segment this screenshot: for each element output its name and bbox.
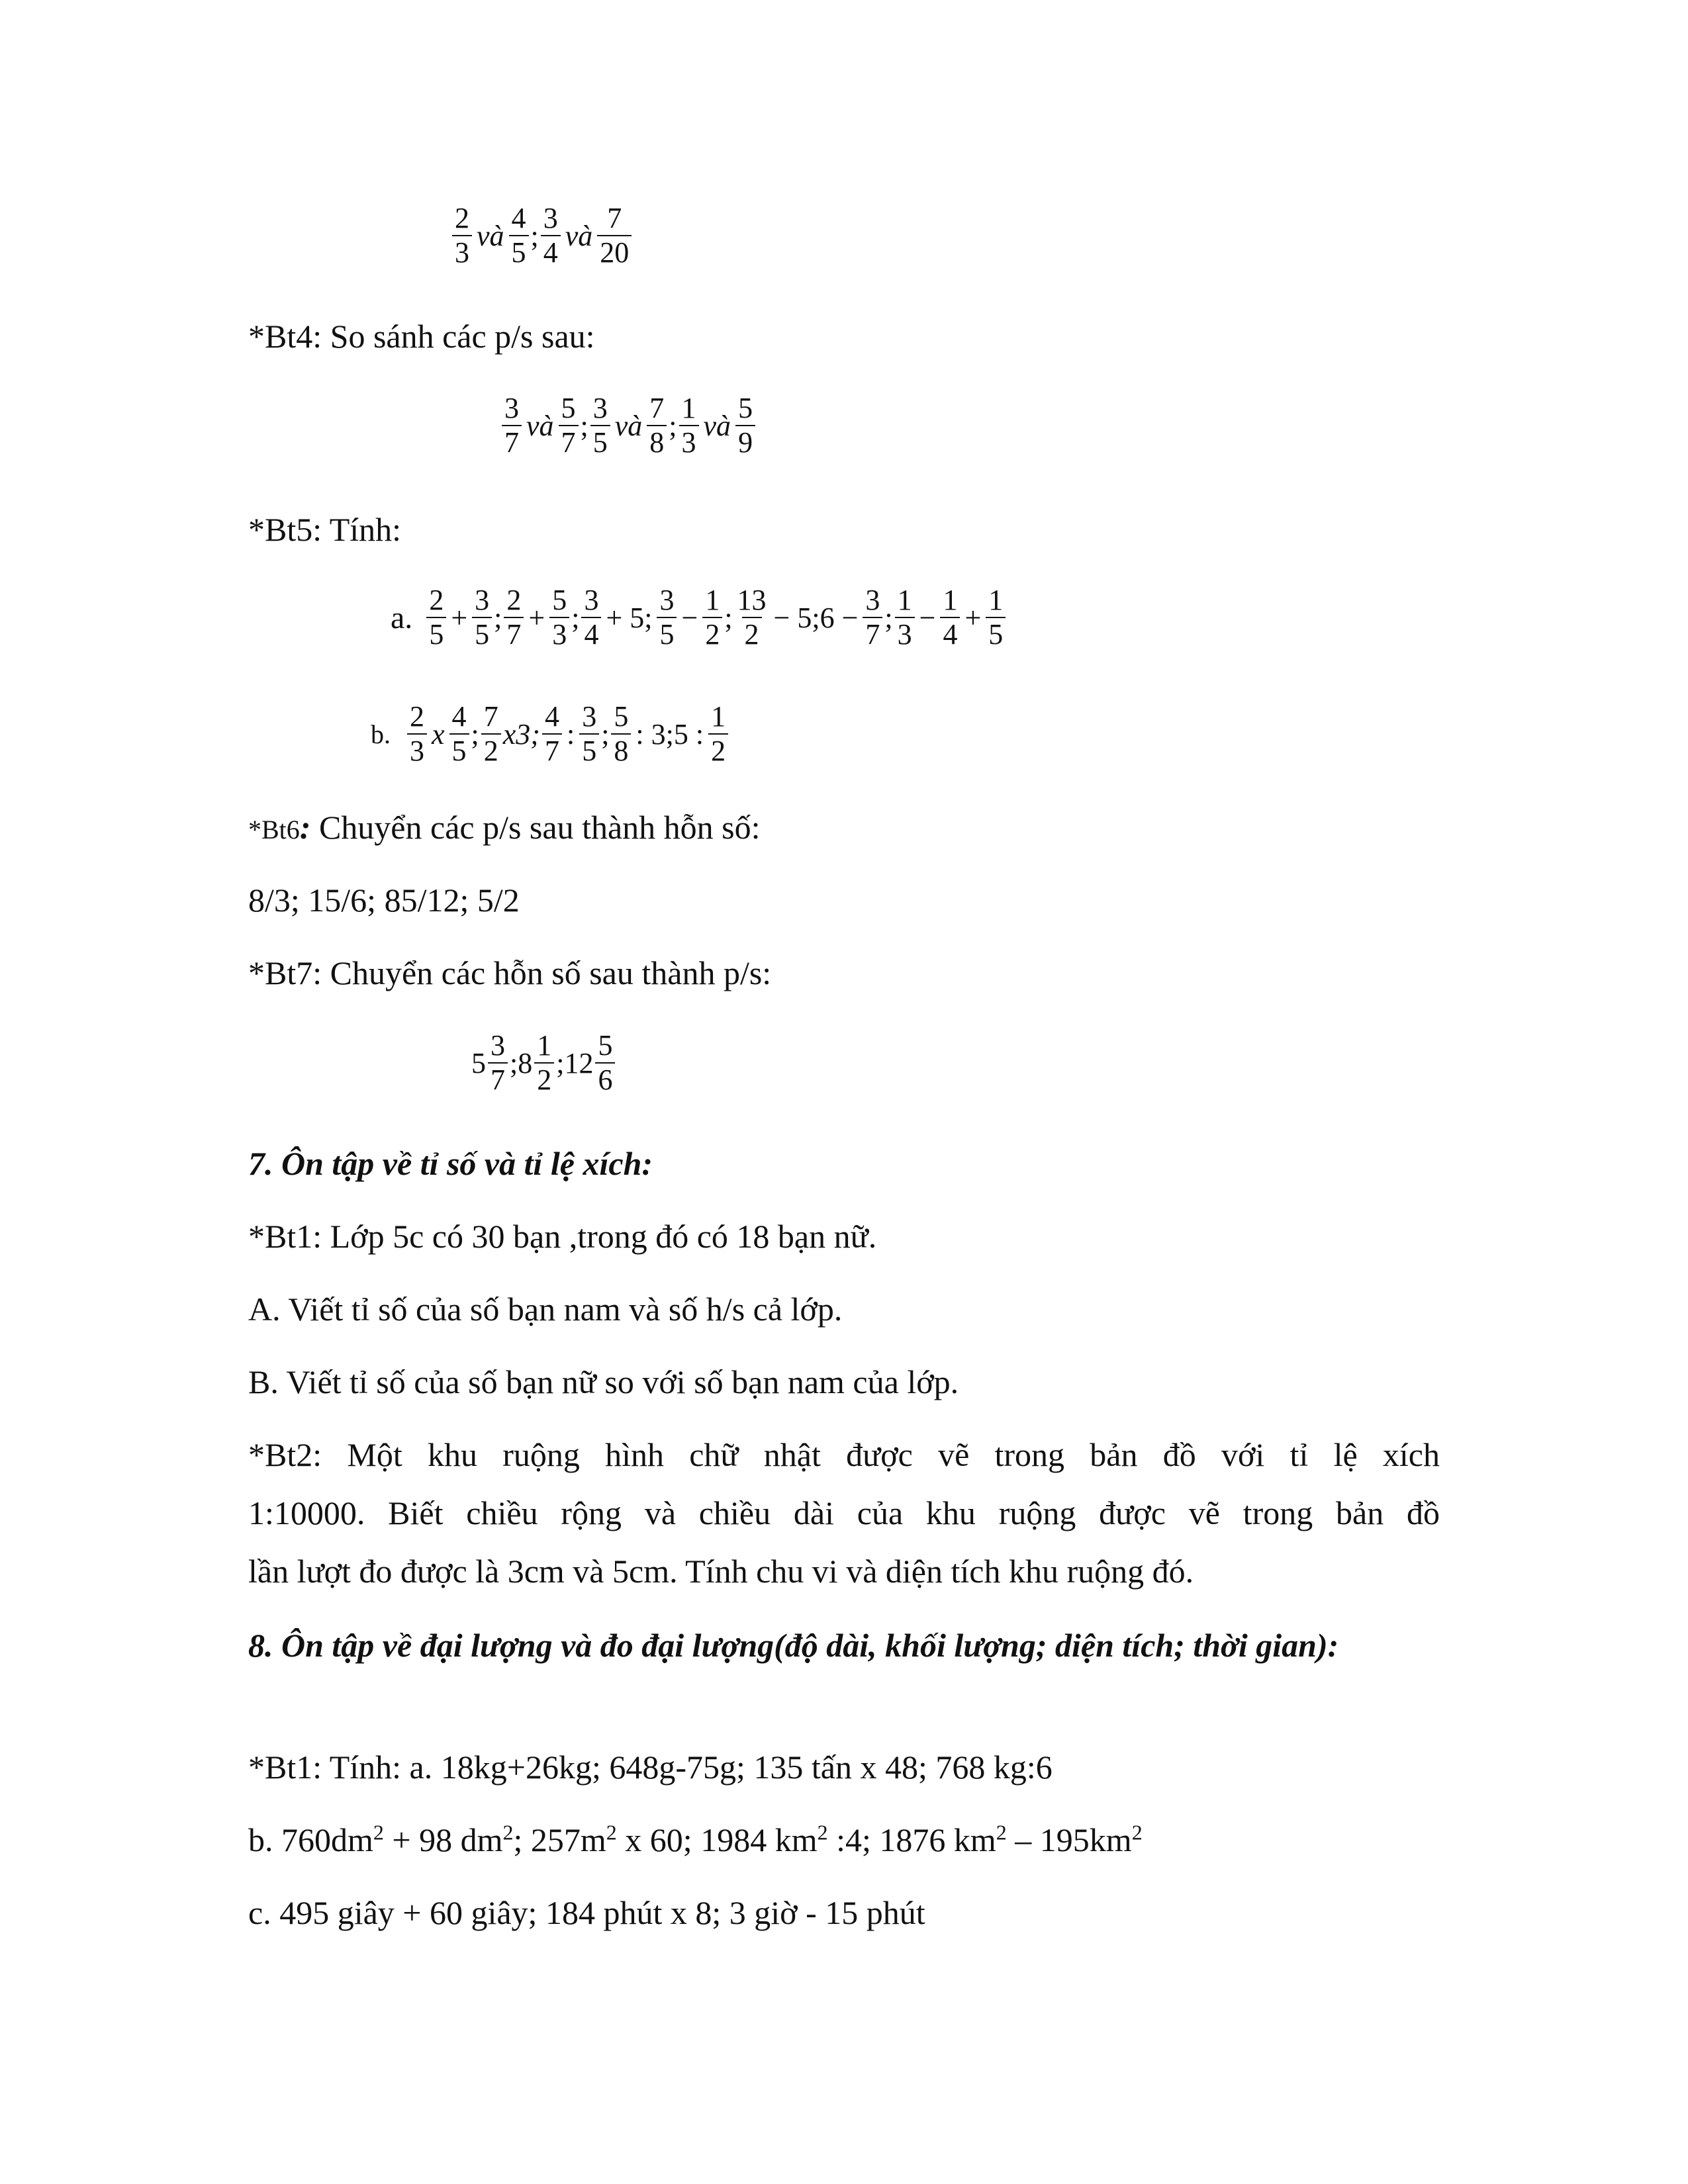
fraction: $\frac{7}{2}$ (481, 700, 501, 768)
whole-part: ;8 (510, 1046, 533, 1079)
exercise-label: *Bt6 (248, 815, 300, 844)
section-7-question-a: A. Viết tỉ số của số bạn nam và số h/s cả lớp. (248, 1291, 843, 1328)
bt4-fraction-row (500, 392, 757, 459)
colon: : (299, 809, 311, 846)
separator: ; (530, 219, 539, 252)
operator: : 3;5 : (635, 717, 704, 751)
conjunction: và (614, 409, 643, 442)
fraction: $\frac{5}{6}$ (595, 1029, 615, 1097)
operator: + (528, 601, 545, 634)
fraction: $\frac{4}{7}$ (542, 700, 562, 768)
whole-part: 5 (471, 1046, 486, 1079)
section-7-question-b: B. Viết tỉ số của số bạn nữ so với số bạn nam của lớp. (248, 1363, 959, 1400)
fraction: $\frac{3}{7}$ (488, 1029, 508, 1097)
operator: : (566, 717, 575, 751)
bt6-values: 8/3; 15/6; 85/12; 5/2 (248, 882, 520, 919)
separator: ; (494, 601, 502, 634)
item-label: a. (391, 600, 413, 635)
operator: + 5; (606, 601, 653, 634)
bt6-heading (248, 807, 761, 850)
fraction: $\frac{3}{7}$ (502, 392, 522, 459)
fraction: $\frac{5}{3}$ (549, 584, 569, 651)
fraction: $\frac{1}{5}$ (986, 584, 1006, 651)
fraction: $\frac{5}{7}$ (559, 392, 579, 459)
operator: − (681, 601, 698, 634)
fraction: $\frac{3}{5}$ (472, 584, 492, 651)
section-7-heading: 7. Ôn tập về tỉ số và tỉ lệ xích: (248, 1145, 653, 1182)
section-8-bt1: *Bt1: Tính: a. 18kg+26kg; 648g-75g; 135 tấn x 48; 768 kg:6 (248, 1749, 1053, 1786)
bt4-heading: *Bt4: So sánh các p/s sau: (248, 318, 595, 355)
section-7-bt2-line-3: lần lượt đo được là 3cm và 5cm. Tính chu vi và diện tích khu ruộng đó. (248, 1553, 1194, 1590)
item-label: b. (371, 719, 391, 749)
fraction: $\frac{3}{4}$ (541, 202, 561, 269)
fraction: $\frac{7}{8}$ (647, 392, 667, 459)
separator: ; (471, 717, 479, 751)
fraction: $\frac{2}{7}$ (504, 584, 524, 651)
separator: ; (601, 717, 610, 751)
separator: ; (884, 601, 893, 634)
section-8-heading: 8. Ôn tập về đại lượng và đo đại lượng(độ dài, khối lượng; diện tích; thời gian): (248, 1627, 1339, 1664)
fraction: $\frac{1}{3}$ (895, 584, 915, 651)
section-7-bt1: *Bt1: Lớp 5c có 30 bạn ,trong đó có 18 bạn nữ. (248, 1218, 877, 1255)
operator: − (919, 601, 936, 634)
whole-part: ;12 (556, 1046, 594, 1079)
fraction: $\frac{2}{3}$ (452, 202, 472, 269)
fraction: $\frac{7}{20}$ (597, 202, 632, 269)
fraction: $\frac{1}{2}$ (702, 584, 722, 651)
conjunction: và (477, 219, 504, 252)
fraction: $\frac{5}{8}$ (611, 700, 631, 768)
separator: ; (724, 601, 733, 634)
section-8-item-c: c. 495 giây + 60 giây; 184 phút x 8; 3 giờ - 15 phút (248, 1894, 925, 1931)
fraction: $\frac{3}{4}$ (581, 584, 601, 651)
operator: + (451, 601, 468, 634)
fraction: $\frac{1}{2}$ (708, 700, 728, 768)
fraction: $\frac{1}{4}$ (940, 584, 960, 651)
fraction: $\frac{3}{5}$ (590, 392, 610, 459)
operator: − 5;6 − (773, 601, 859, 634)
operator: x3; (502, 717, 540, 751)
bt7-heading: *Bt7: Chuyển các hỗn số sau thành p/s: (248, 954, 772, 991)
fraction: $\frac{3}{7}$ (863, 584, 882, 651)
fraction: $\frac{3}{5}$ (657, 584, 677, 651)
bt7-mixed-number-row (471, 1029, 617, 1097)
section-7-bt2-line-1: *Bt2: Một khu ruộng hình chữ nhật được vẽ trong bản đồ với tỉ lệ xích (248, 1436, 1440, 1473)
operator: x (432, 717, 445, 751)
fraction: $\frac{4}{5}$ (509, 202, 529, 269)
conjunction: và (703, 409, 731, 442)
fraction: $\frac{13}{2}$ (737, 584, 767, 651)
bt5b-expression (371, 700, 730, 768)
conjunction: và (526, 409, 554, 442)
fraction: $\frac{5}{9}$ (735, 392, 755, 459)
conjunction: và (565, 219, 593, 252)
separator: ; (571, 601, 580, 634)
fraction: $\frac{1}{2}$ (534, 1029, 554, 1097)
section-8-item-b: b. $760dm^2 + 98$ $dm^2$; $257m^2$ x 60; 1984 $km^2$ :4; 1876 $km^2 - 195km^2$ (248, 1820, 1143, 1858)
fraction: $\frac{4}{5}$ (449, 700, 469, 768)
exercise-text: Chuyển các p/s sau thành hỗn số: (310, 809, 761, 846)
bt5-heading: *Bt5: Tính: (248, 511, 402, 548)
bt5a-expression (391, 584, 1008, 651)
fraction: $\frac{1}{3}$ (679, 392, 699, 459)
section-7-bt2-line-2: 1:10000. Biết chiều rộng và chiều dài của khu ruộng được vẽ trong bản đồ (248, 1494, 1440, 1531)
separator: ; (669, 409, 677, 442)
separator: ; (580, 409, 588, 442)
fraction: $\frac{3}{5}$ (579, 700, 599, 768)
operator: + (964, 601, 982, 634)
fraction: $\frac{2}{5}$ (426, 584, 446, 651)
bt3-fraction-row (450, 202, 633, 269)
fraction: $\frac{2}{3}$ (407, 700, 427, 768)
